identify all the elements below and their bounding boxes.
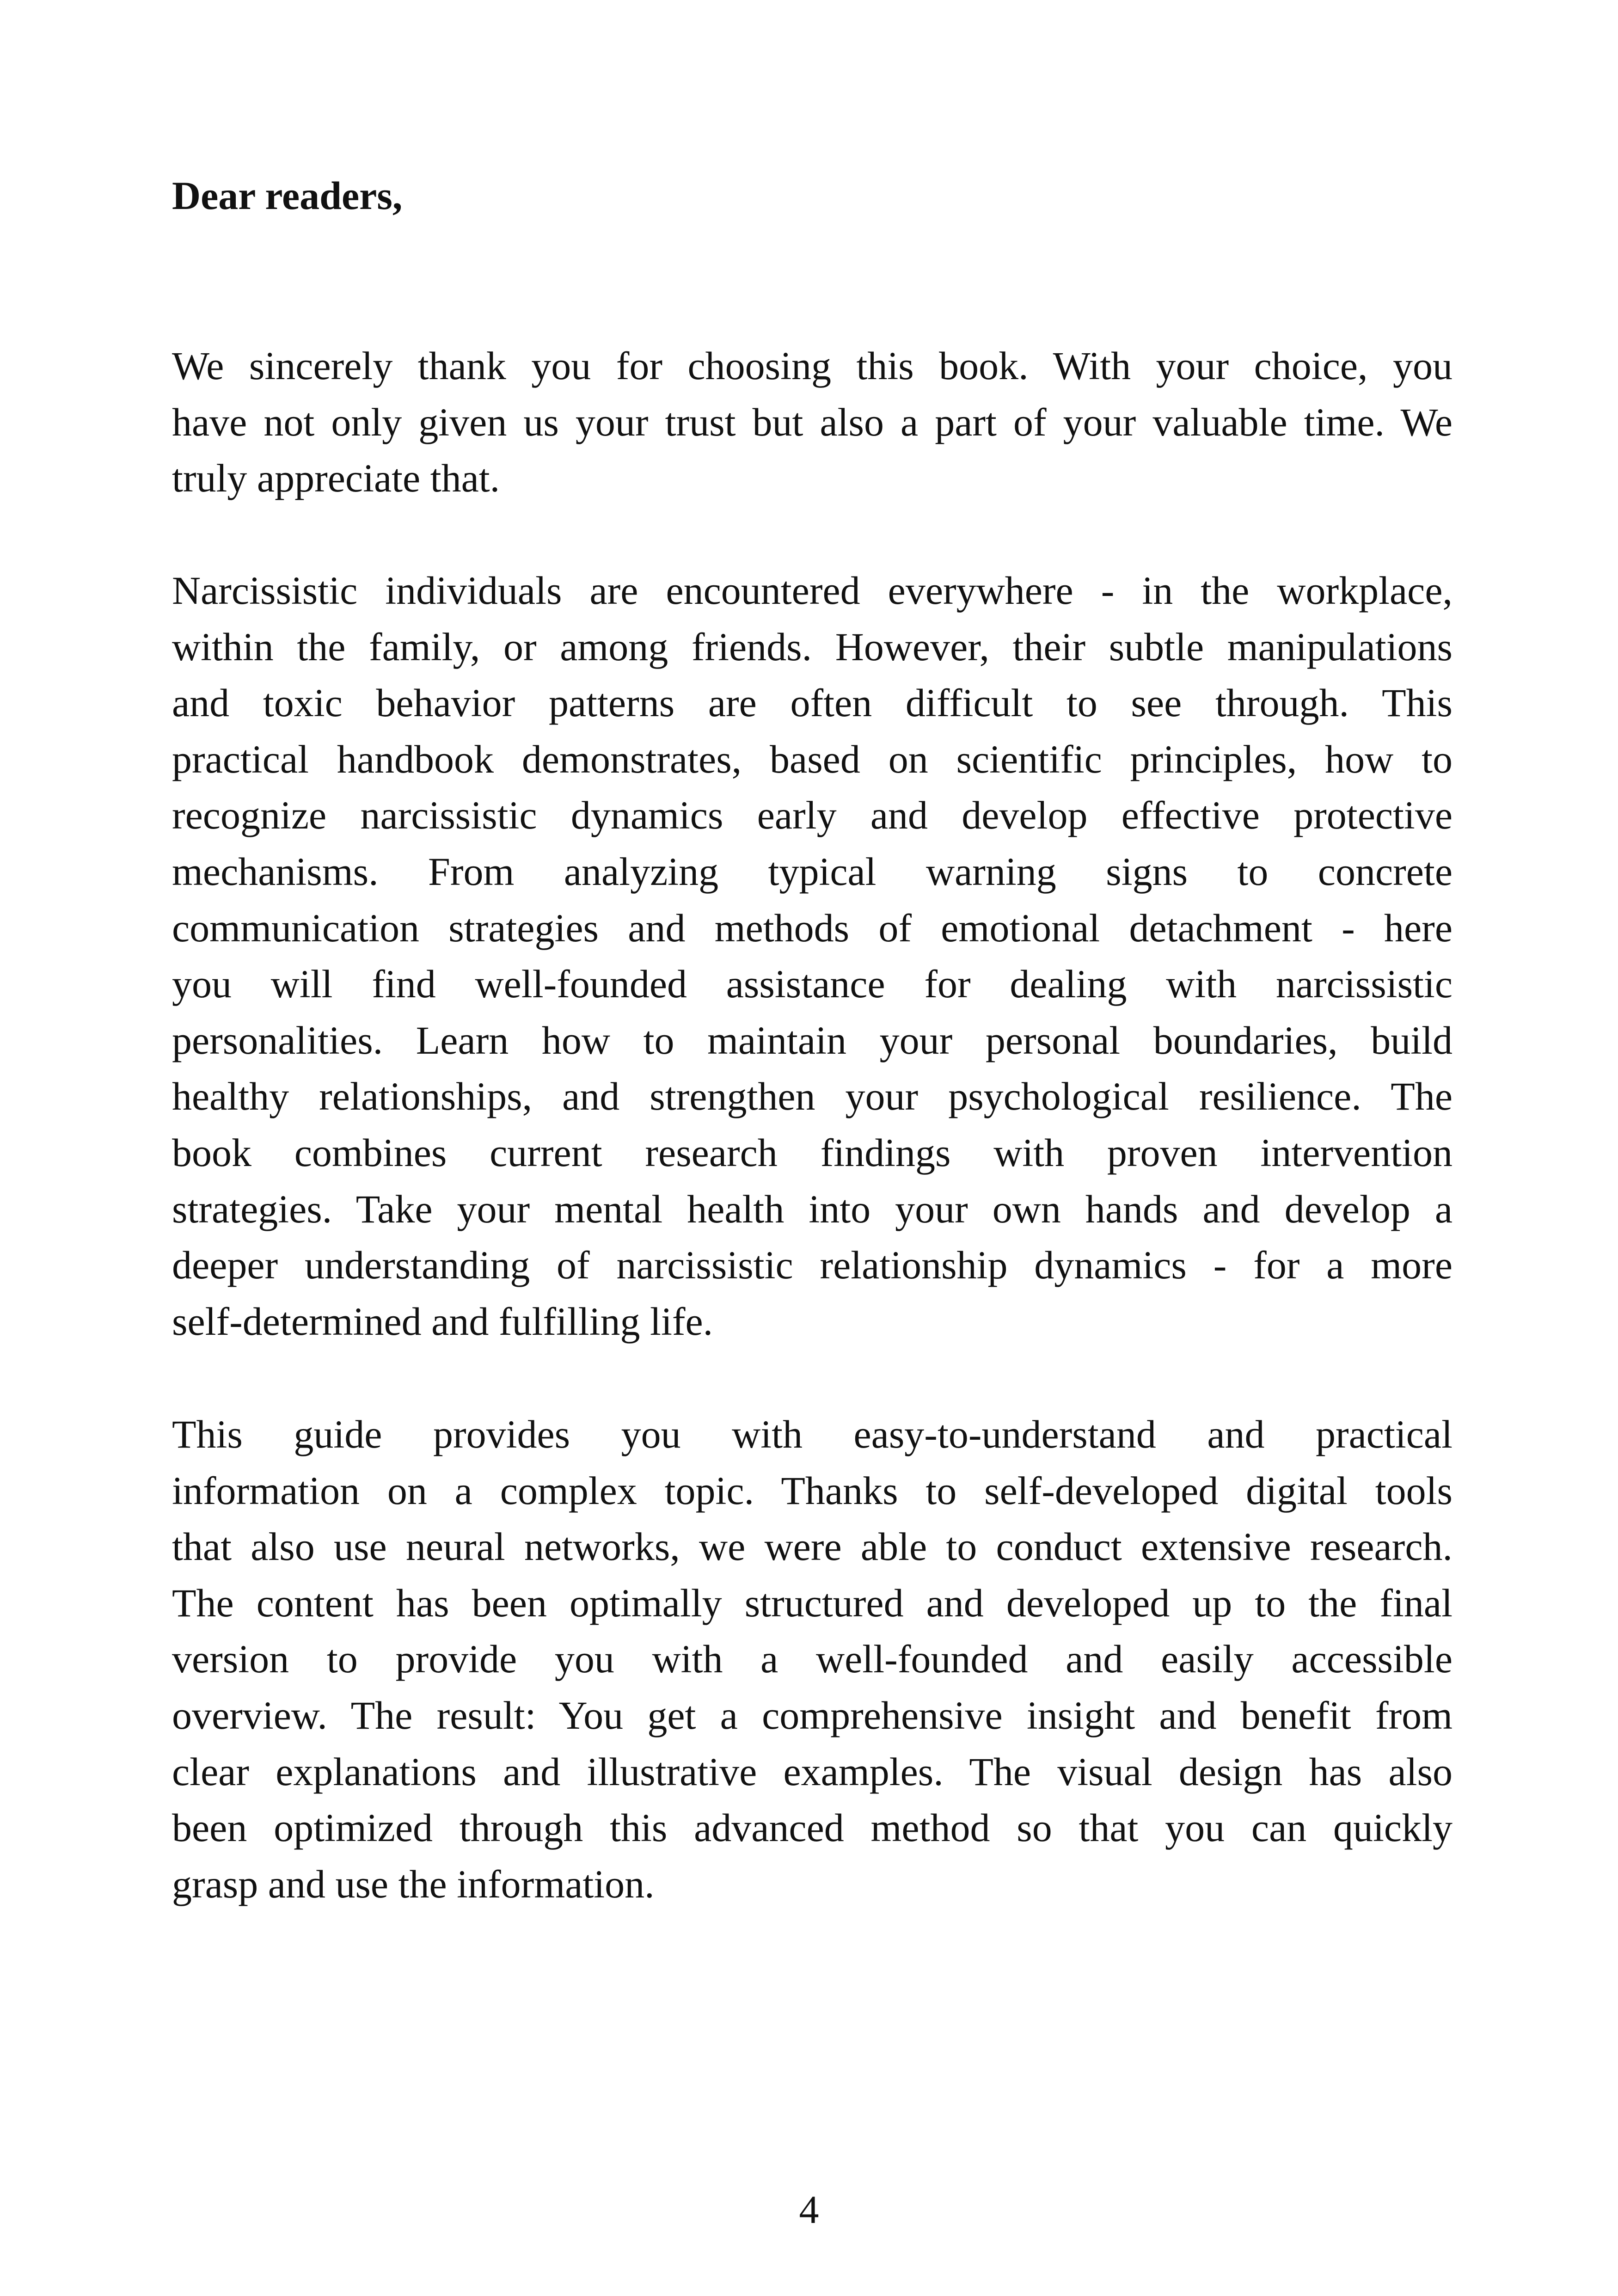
text-line: strategies. Take your mental health into your own hands and develop a bbox=[172, 1186, 1453, 1231]
text-line: that also use neural networks, we were able to conduct extensive research. bbox=[172, 1524, 1453, 1569]
text-line: personalities. Learn how to maintain your personal boundaries, build bbox=[172, 1018, 1453, 1062]
text-line: overview. The result: You get a comprehensive insight and benefit from bbox=[172, 1693, 1453, 1737]
text-line: version to provide you with a well-founded and easily accessible bbox=[172, 1637, 1453, 1682]
text-line: within the family, or among friends. However, their subtle manipulations bbox=[172, 624, 1453, 669]
text-line: self-determined and fulfilling life. bbox=[172, 1299, 713, 1344]
text-line: you will find well-founded assistance for dealing with narcissistic bbox=[172, 962, 1453, 1007]
text-line: grasp and use the information. bbox=[172, 1861, 655, 1906]
text-line: recognize narcissistic dynamics early and develop effective protective bbox=[172, 793, 1453, 838]
text-line: and toxic behavior patterns are often difficult to see through. This bbox=[172, 681, 1453, 725]
text-line: clear explanations and illustrative examples. The visual design has also bbox=[172, 1749, 1453, 1794]
text-line: mechanisms. From analyzing typical warning signs to concrete bbox=[172, 849, 1453, 894]
paragraph-guide bbox=[172, 1406, 1453, 1912]
text-line: communication strategies and methods of emotional detachment - here bbox=[172, 905, 1453, 950]
text-line: practical handbook demonstrates, based on scientific principles, how to bbox=[172, 737, 1453, 781]
text-line: This guide provides you with easy-to-understand and practical bbox=[172, 1412, 1453, 1456]
text-line: have not only given us your trust but also a part of your valuable time. We bbox=[172, 399, 1453, 444]
text-line: deeper understanding of narcissistic relationship dynamics - for a more bbox=[172, 1243, 1453, 1288]
text-line: been optimized through this advanced method so that you can quickly bbox=[172, 1805, 1453, 1850]
text-line: book combines current research findings with proven intervention bbox=[172, 1130, 1453, 1175]
paragraph-thanks bbox=[172, 338, 1453, 507]
text-line: The content has been optimally structured and developed up to the final bbox=[172, 1580, 1453, 1625]
text-line: healthy relationships, and strengthen your psychological resilience. The bbox=[172, 1074, 1453, 1119]
text-line: truly appreciate that. bbox=[172, 456, 500, 501]
paragraph-overview bbox=[172, 563, 1453, 1350]
page-number: 4 bbox=[799, 2187, 819, 2232]
text-line: We sincerely thank you for choosing this book. With your choice, you bbox=[172, 344, 1453, 388]
greeting-heading: Dear readers, bbox=[172, 173, 403, 218]
text-line: Narcissistic individuals are encountered everywhere - in the workplace, bbox=[172, 568, 1453, 613]
text-line: information on a complex topic. Thanks to self-developed digital tools bbox=[172, 1468, 1453, 1513]
